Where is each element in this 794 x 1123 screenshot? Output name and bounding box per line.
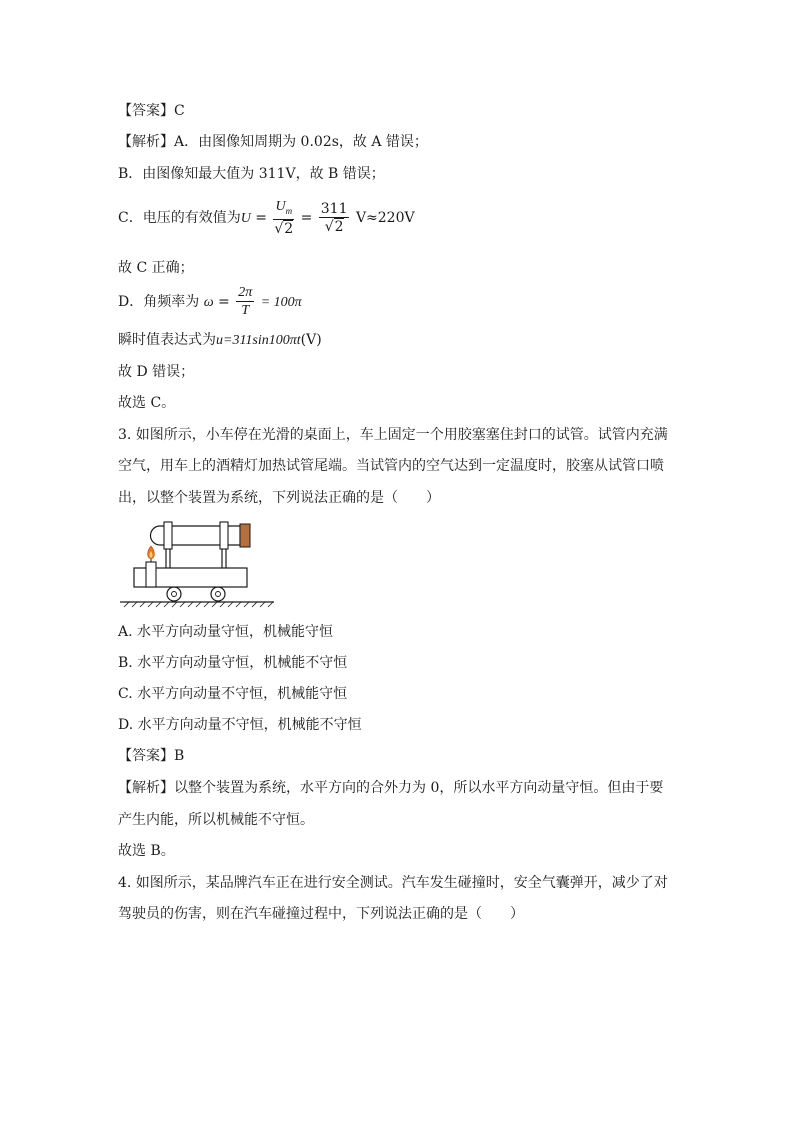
alcohol-lamp (146, 562, 156, 587)
q3-analysis-line-2: 产生内能，所以机械能不守恒。 (118, 812, 314, 828)
clamp-right (220, 522, 228, 549)
line-c-prefix: C．电压的有效值为 (118, 210, 241, 226)
wheel-left (167, 587, 181, 601)
formula-eq3: = (218, 294, 230, 310)
inst-unit: (V) (300, 332, 322, 348)
q3-analysis-line-1 (118, 778, 663, 798)
fraction-311-over-sqrt2 (319, 201, 350, 236)
wheel-right (211, 587, 225, 601)
answer-line (118, 101, 185, 121)
analysis-line-b: B．由图像知最大值为 311V，故 B 错误； (118, 166, 385, 182)
frac-den-T: T (241, 302, 250, 318)
q3-final-choice: 故选 B。 (118, 843, 175, 859)
analysis-text-a: A．由图像知周期为 0.02s，故 A 错误； (174, 134, 428, 150)
line-d-conclusion: 故 D 错误； (118, 364, 195, 380)
answer-value: C (174, 103, 185, 119)
frac-num-311: 311 (320, 200, 348, 217)
analysis-label: 【解析】 (118, 134, 174, 150)
analysis-line-a (118, 132, 428, 152)
analysis-line-c (118, 198, 415, 239)
q3-answer-label: 【答案】 (118, 748, 174, 764)
sqrt-radicand: 2 (284, 220, 294, 237)
analysis-line-d (118, 282, 302, 323)
table-hatching (124, 602, 273, 607)
q3-answer-value: B (174, 748, 185, 764)
sqrt-sign: √ (274, 220, 284, 237)
q3-analysis-text-1: 以整个装置为系统，水平方向的合外力为 0，所以水平方向动量守恒。但由于要 (174, 780, 664, 796)
q3-option-c: C. 水平方向动量不守恒，机械能守恒 (118, 686, 348, 702)
answer-label: 【答案】 (118, 103, 174, 119)
line-c-tail: V≈220V (355, 210, 415, 226)
fraction-2pi-over-T (236, 285, 254, 320)
frac-num-2pi: 2π (238, 284, 253, 300)
rubber-stopper (240, 524, 250, 547)
q3-answer-line (118, 746, 184, 766)
final-choice-1: 故选 C。 (118, 395, 176, 411)
inst-expr: u=311sin100πt (216, 333, 301, 348)
clamp-left (164, 522, 172, 549)
formula-U: U (240, 211, 251, 226)
formula-eq2: = (300, 210, 313, 226)
line-c-conclusion: 故 C 正确； (118, 260, 194, 276)
cart-test-tube-figure (118, 518, 278, 608)
formula-100pi: = 100π (260, 295, 302, 310)
sqrt-radicand-2: 2 (334, 218, 344, 235)
q4-stem-line-1: 4. 如图所示，某品牌汽车正在进行安全测试。汽车发生碰撞时，安全气囊弹开，减少了对 (118, 875, 668, 891)
q3-analysis-label: 【解析】 (118, 780, 174, 796)
q3-option-d: D. 水平方向动量不守恒，机械能不守恒 (118, 717, 362, 733)
inst-prefix: 瞬时值表达式为 (118, 332, 216, 348)
q3-stem-line-2: 空气，用车上的酒精灯加热试管尾端。当试管内的空气达到一定温度时，胶塞从试管口喷 (118, 458, 664, 474)
formula-omega: ω (203, 295, 214, 310)
formula-eq: = (255, 210, 268, 226)
sqrt-sign-2: √ (324, 218, 334, 235)
q3-option-a: A. 水平方向动量守恒，机械能守恒 (118, 624, 334, 640)
fraction-um-over-sqrt2 (273, 198, 294, 238)
q4-stem-line-2: 驾驶员的伤害，则在汽车碰撞过程中，下列说法正确的是（ ） (118, 906, 524, 922)
q3-stem-line-3: 出，以整个装置为系统，下列说法正确的是（ ） (118, 490, 440, 506)
line-d-prefix: D．角频率为 (118, 294, 200, 310)
instantaneous-expression-line (118, 330, 322, 351)
q3-option-b: B. 水平方向动量守恒，机械能不守恒 (118, 655, 348, 671)
frac-num-U: U (275, 199, 286, 215)
q3-stem-line-1: 3. 如图所示，小车停在光滑的桌面上，车上固定一个用胶塞塞住封口的试管。试管内充满 (118, 427, 668, 443)
frac-num-sub: m (285, 205, 293, 216)
